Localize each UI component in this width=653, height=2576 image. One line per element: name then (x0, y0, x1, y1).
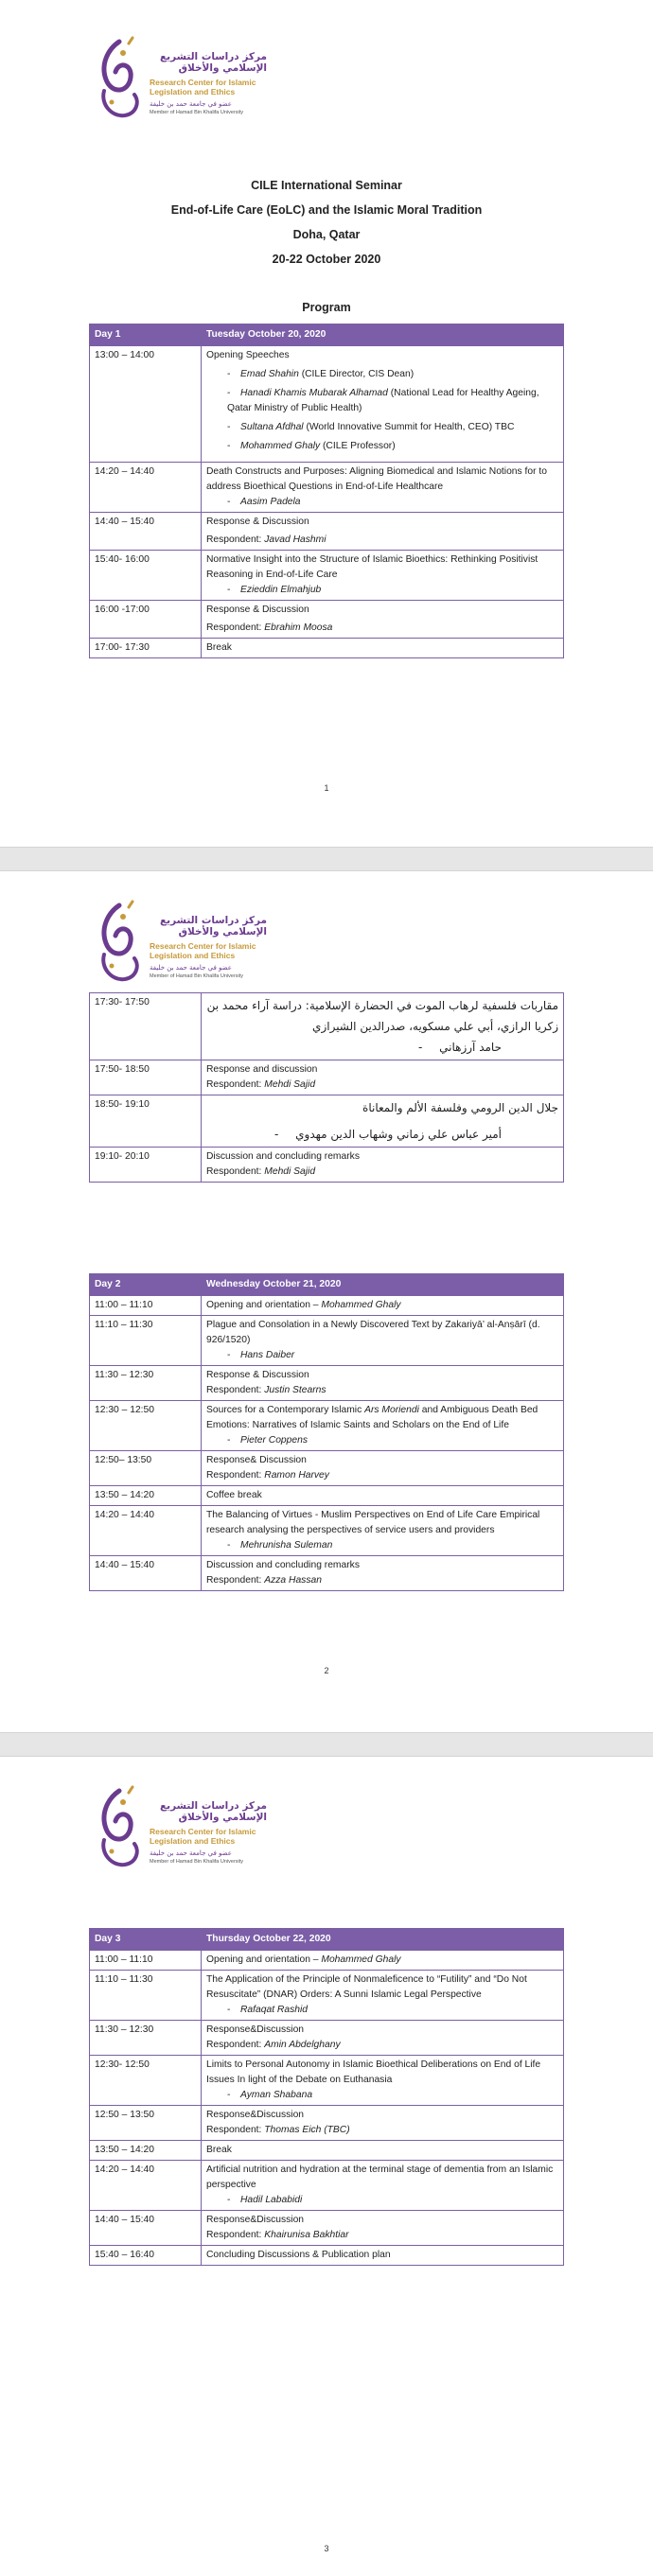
session-cell (202, 1316, 564, 1366)
logo-english-line2: Legislation and Ethics (150, 1836, 236, 1846)
logo-member-english: Member of Hamad Bin Khalifa University (150, 110, 244, 115)
respondent-label: Respondent: (206, 1079, 265, 1090)
table-row (90, 1316, 564, 1366)
session-cell (202, 1148, 564, 1183)
respondent-line (206, 2228, 558, 2243)
session-title: Break (202, 2141, 564, 2161)
session-time: 15:40 – 16:40 (90, 2246, 202, 2266)
session-cell (202, 1951, 564, 1971)
respondent-label: Respondent: (206, 1166, 265, 1177)
respondent-line (206, 2123, 558, 2138)
session-cell (202, 551, 564, 601)
session-time: 14:20 – 14:40 (90, 2161, 202, 2211)
day-label: Day 2 (90, 1274, 202, 1296)
session-time: 16:00 -17:00 (90, 601, 202, 639)
table-row (90, 1451, 564, 1486)
session-cell (202, 1451, 564, 1486)
logo-english-line1: Research Center for Islamic (150, 1827, 256, 1836)
speaker-name: Mohammed Ghaly (321, 1954, 401, 1965)
speaker-name: Sultana Afdhal (240, 422, 304, 432)
respondent-name: Thomas Eich (TBC) (264, 2125, 350, 2135)
program-heading: Program (302, 301, 351, 314)
session-time: 12:50 – 13:50 (90, 2106, 202, 2141)
bullet-dash: - (227, 441, 231, 451)
speaker-role: (National Lead for Healthy Ageing, Qatar Ministry of Public Health) (227, 388, 539, 413)
respondent-line (206, 533, 558, 548)
table-row (90, 1486, 564, 1506)
session-title: Response & Discussion (206, 517, 309, 527)
logo-member-english: Member of Hamad Bin Khalifa University (150, 973, 244, 979)
day1-continued-table (89, 992, 564, 1183)
speaker-entry (206, 2088, 558, 2103)
session-title: Death Constructs and Purposes: Aligning Biomedical and Islamic Notions for to address Bioethical Questions in End-of-Life Healthcare (206, 466, 548, 492)
day-date: Tuesday October 20, 2020 (202, 324, 564, 346)
speaker-role: (CILE Director, CIS Dean) (298, 369, 415, 379)
bullet-dash: - (227, 2090, 231, 2100)
respondent-line (206, 1573, 558, 1588)
session-time: 14:40 – 15:40 (90, 513, 202, 551)
seminar-name: CILE International Seminar (251, 179, 402, 192)
page-2 (0, 871, 653, 1732)
session-time: 11:00 – 11:10 (90, 1296, 202, 1316)
session-title: Response&Discussion (206, 2024, 305, 2035)
cile-logo (91, 900, 271, 994)
logo-english-line1: Research Center for Islamic (150, 78, 256, 87)
session-title: Concluding Discussions & Publication plan (202, 2246, 564, 2266)
bullet-dash: - (227, 369, 231, 379)
respondent-name: Ramon Harvey (264, 1470, 329, 1481)
session-time: 11:30 – 12:30 (90, 2021, 202, 2056)
table-row (90, 1060, 564, 1095)
logo-member-arabic: عضو في جامعة حمد بن خليفة (150, 964, 232, 972)
speaker-entry (206, 1433, 558, 1448)
table-row (90, 463, 564, 513)
speaker-name: Hanadi Khamis Mubarak Alhamad (240, 388, 388, 398)
respondent-line (206, 1383, 558, 1398)
seminar-dates: 20-22 October 2020 (272, 253, 381, 266)
respondent-label: Respondent: (206, 2040, 265, 2050)
bullet-dash: - (227, 585, 231, 595)
table-row (90, 2141, 564, 2161)
logo-english-name (150, 941, 256, 960)
day1-schedule-table (89, 324, 564, 658)
speaker-name: Rafaqat Rashid (240, 2005, 308, 2015)
session-title-arabic: جلال الدين الرومي وفلسفة الألم والمعاناة (362, 1101, 558, 1114)
logo-arabic-name: مركز دراسات التشريع الإسلامي والأخلاق (160, 51, 267, 74)
session-time: 15:40- 16:00 (90, 551, 202, 601)
speaker-name: Ayman Shabana (240, 2090, 313, 2100)
session-title: Opening and orientation – (206, 1954, 322, 1965)
respondent-label: Respondent: (206, 1385, 265, 1395)
bullet-dash: - (227, 497, 231, 507)
speaker-entry (206, 420, 558, 435)
page-3 (0, 1757, 653, 2576)
bullet-dash: - (227, 1540, 231, 1551)
speaker-entry (206, 386, 558, 416)
speaker-entry (206, 367, 558, 382)
speaker-name: Mehrunisha Suleman (240, 1540, 333, 1551)
table-row (90, 1401, 564, 1451)
calligraphy-emblem-icon (91, 900, 148, 990)
respondent-line (206, 2038, 558, 2053)
respondent-name: Mehdi Sajid (264, 1166, 316, 1177)
respondent-line (206, 1165, 558, 1180)
table-row (90, 1095, 564, 1148)
session-time: 17:00- 17:30 (90, 639, 202, 658)
speaker-name: Mohammed Ghaly (240, 441, 321, 451)
table-row (90, 2246, 564, 2266)
speaker-entry (206, 583, 558, 598)
session-time: 12:50– 13:50 (90, 1451, 202, 1486)
bullet-dash: - (227, 1435, 231, 1446)
page-number: 3 (324, 2544, 329, 2553)
table-row (90, 346, 564, 463)
respondent-label: Respondent: (206, 1470, 265, 1481)
session-title: Response & Discussion (206, 605, 309, 615)
cile-logo (91, 36, 271, 131)
speaker-name-arabic: حامد آرزهاني (439, 1041, 502, 1054)
session-time: 19:10- 20:10 (90, 1148, 202, 1183)
speaker-name-arabic: أمير عباس علي زماني وشهاب الدين مهدوي (295, 1128, 502, 1141)
session-title: Opening Speeches (206, 350, 290, 360)
speaker-name: Pieter Coppens (240, 1435, 308, 1446)
session-time: 12:30 – 12:50 (90, 1401, 202, 1451)
table-row (90, 1148, 564, 1183)
bullet-dash: - (227, 388, 231, 398)
session-cell (202, 346, 564, 463)
respondent-name: Ebrahim Moosa (264, 622, 333, 633)
cile-logo (91, 1785, 271, 1880)
table-row (90, 1506, 564, 1556)
page-number: 1 (324, 783, 329, 793)
session-time: 14:20 – 14:40 (90, 1506, 202, 1556)
speaker-name: Hans Daiber (240, 1350, 295, 1360)
respondent-name: Khairunisa Bakhtiar (264, 2230, 349, 2240)
table-row (90, 2021, 564, 2056)
session-title: Discussion and concluding remarks (206, 1560, 360, 1570)
table-row (90, 1971, 564, 2021)
session-cell (202, 2106, 564, 2141)
speaker-entry (206, 1348, 558, 1363)
day-label: Day 3 (90, 1929, 202, 1951)
session-title: Response&Discussion (206, 2215, 305, 2225)
session-title: Response and discussion (206, 1064, 318, 1075)
session-title (206, 1403, 558, 1433)
calligraphy-emblem-icon (91, 1785, 148, 1876)
seminar-location: Doha, Qatar (292, 228, 361, 241)
speaker-entry (206, 1124, 558, 1145)
session-time: 13:00 – 14:00 (90, 346, 202, 463)
session-title: Limits to Personal Autonomy in Islamic Bioethical Deliberations on End of Life Issues In light of the Debate on Euthanasia (206, 2059, 541, 2085)
table-row (90, 2161, 564, 2211)
speaker-name: Ezieddin Elmahjub (240, 585, 322, 595)
speaker-name: Aasim Padela (240, 497, 301, 507)
speaker-name: Emad Shahin (240, 369, 299, 379)
logo-english-line2: Legislation and Ethics (150, 951, 236, 960)
session-title-part: and Ambiguous Death Bed Emotions: Narratives of Islamic Saints and Scholars on the End of Life (206, 1405, 538, 1430)
session-time: 13:50 – 14:20 (90, 1486, 202, 1506)
respondent-line (206, 1468, 558, 1483)
bullet-dash: - (227, 2195, 231, 2205)
session-cell (202, 2021, 564, 2056)
speaker-entry (206, 1538, 558, 1553)
bullet-dash: - (274, 1128, 279, 1141)
respondent-name: Justin Stearns (264, 1385, 326, 1395)
respondent-line (206, 621, 558, 636)
session-time: 11:30 – 12:30 (90, 1366, 202, 1401)
bullet-dash: - (227, 422, 231, 432)
session-time: 18:50- 19:10 (90, 1095, 202, 1148)
logo-member-arabic: عضو في جامعة حمد بن خليفة (150, 100, 232, 108)
page-1 (0, 0, 653, 847)
session-time: 11:00 – 11:10 (90, 1951, 202, 1971)
table-row (90, 1556, 564, 1591)
session-title: Break (202, 639, 564, 658)
session-title: The Application of the Principle of Nonmaleficence to “Futility” and “Do Not Resuscitate” (DNAR) Orders: A Sunni Islamic Legal Perspective (206, 1974, 527, 2000)
session-title: Coffee break (202, 1486, 564, 1506)
respondent-label: Respondent: (206, 1575, 265, 1586)
session-cell (202, 2161, 564, 2211)
logo-english-line2: Legislation and Ethics (150, 87, 236, 96)
session-title-arabic: مقاربات فلسفية لرهاب الموت في الحضارة الإسلامية: دراسة آراء محمد بن زكريا الرازي، أبي علي مسكويه، صدرالدين الشيرازي (206, 999, 558, 1033)
speaker-entry (206, 2193, 558, 2208)
session-cell (202, 1366, 564, 1401)
table-row (90, 1296, 564, 1316)
page-separator (0, 1732, 653, 1757)
table-row (90, 1366, 564, 1401)
session-cell (202, 1556, 564, 1591)
speaker-entry (206, 1037, 558, 1058)
table-row (90, 639, 564, 658)
table-row (90, 551, 564, 601)
session-title: Discussion and concluding remarks (206, 1151, 360, 1162)
table-row (90, 513, 564, 551)
logo-member-arabic: عضو في جامعة حمد بن خليفة (150, 1849, 232, 1857)
day-date: Thursday October 22, 2020 (202, 1929, 564, 1951)
page-number: 2 (324, 1666, 329, 1675)
seminar-subtitle: End-of-Life Care (EoLC) and the Islamic Moral Tradition (170, 203, 483, 217)
session-time: 11:10 – 11:30 (90, 1316, 202, 1366)
table-row (90, 601, 564, 639)
day1-header-row (90, 324, 564, 346)
respondent-label: Respondent: (206, 2230, 265, 2240)
table-row (90, 2056, 564, 2106)
session-cell (202, 1060, 564, 1095)
respondent-label: Respondent: (206, 534, 265, 545)
table-row (90, 2106, 564, 2141)
speaker-entry (206, 439, 558, 454)
logo-arabic-name: مركز دراسات التشريع الإسلامي والأخلاق (160, 915, 267, 938)
session-title-part: Sources for a Contemporary Islamic (206, 1405, 365, 1415)
table-row (90, 993, 564, 1060)
speaker-role: (CILE Professor) (320, 441, 396, 451)
respondent-name: Amin Abdelghany (264, 2040, 341, 2050)
day3-schedule-table (89, 1928, 564, 2266)
page-separator (0, 847, 653, 871)
session-title: Plague and Consolation in a Newly Discovered Text by Zakariyā’ al-Anṣārī (d. 926/1520) (206, 1320, 540, 1345)
session-time: 12:30- 12:50 (90, 2056, 202, 2106)
respondent-name: Azza Hassan (264, 1575, 322, 1586)
session-cell (202, 1401, 564, 1451)
logo-english-name (150, 78, 256, 96)
session-time: 14:40 – 15:40 (90, 1556, 202, 1591)
speaker-entry (206, 2003, 558, 2018)
session-title: Artificial nutrition and hydration at the terminal stage of dementia from an Islamic perspective (206, 2164, 554, 2190)
speaker-role: (World Innovative Summit for Health, CEO) TBC (303, 422, 515, 432)
speaker-entry (206, 495, 558, 510)
day3-header-row (90, 1929, 564, 1951)
bullet-dash: - (227, 2005, 231, 2015)
day-label: Day 1 (90, 324, 202, 346)
speaker-name: Hadil Lababidi (240, 2195, 303, 2205)
session-time: 14:40 – 15:40 (90, 2211, 202, 2246)
logo-member-english: Member of Hamad Bin Khalifa University (150, 1859, 244, 1865)
session-time: 13:50 – 14:20 (90, 2141, 202, 2161)
logo-english-name (150, 1827, 256, 1846)
respondent-label: Respondent: (206, 622, 265, 633)
speaker-name: Mohammed Ghaly (321, 1300, 401, 1310)
session-cell (202, 463, 564, 513)
session-time: 11:10 – 11:30 (90, 1971, 202, 2021)
session-cell (202, 2056, 564, 2106)
session-cell (202, 601, 564, 639)
session-title: Response & Discussion (206, 1370, 309, 1380)
bullet-dash: - (227, 1350, 231, 1360)
session-cell (202, 993, 564, 1060)
respondent-name: Javad Hashmi (264, 534, 326, 545)
day-date: Wednesday October 21, 2020 (202, 1274, 564, 1296)
seminar-title-block (0, 173, 653, 272)
session-title: Normative Insight into the Structure of Islamic Bioethics: Rethinking Positivist Reasoning in End-of-Life Care (206, 554, 538, 580)
bullet-dash: - (417, 1041, 423, 1054)
session-cell (202, 2211, 564, 2246)
respondent-label: Respondent: (206, 2125, 265, 2135)
session-title: Response& Discussion (206, 1455, 307, 1465)
session-title-italic: Ars Moriendi (364, 1405, 419, 1415)
session-cell (202, 1095, 564, 1148)
logo-english-line1: Research Center for Islamic (150, 941, 256, 951)
day2-header-row (90, 1274, 564, 1296)
session-title: Opening and orientation – (206, 1300, 322, 1310)
respondent-line (206, 1078, 558, 1093)
session-cell (202, 513, 564, 551)
session-cell (202, 1971, 564, 2021)
session-title: Response&Discussion (206, 2110, 305, 2120)
session-time: 17:30- 17:50 (90, 993, 202, 1060)
day2-schedule-table (89, 1273, 564, 1591)
session-time: 14:20 – 14:40 (90, 463, 202, 513)
table-row (90, 1951, 564, 1971)
respondent-name: Mehdi Sajid (264, 1079, 316, 1090)
session-title: The Balancing of Virtues - Muslim Perspectives on End of Life Care Empirical research analysing the perspectives of service users and providers (206, 1510, 540, 1535)
session-cell (202, 1296, 564, 1316)
logo-arabic-name: مركز دراسات التشريع الإسلامي والأخلاق (160, 1800, 267, 1823)
session-time: 17:50- 18:50 (90, 1060, 202, 1095)
calligraphy-emblem-icon (91, 36, 148, 127)
session-cell (202, 1506, 564, 1556)
table-row (90, 2211, 564, 2246)
